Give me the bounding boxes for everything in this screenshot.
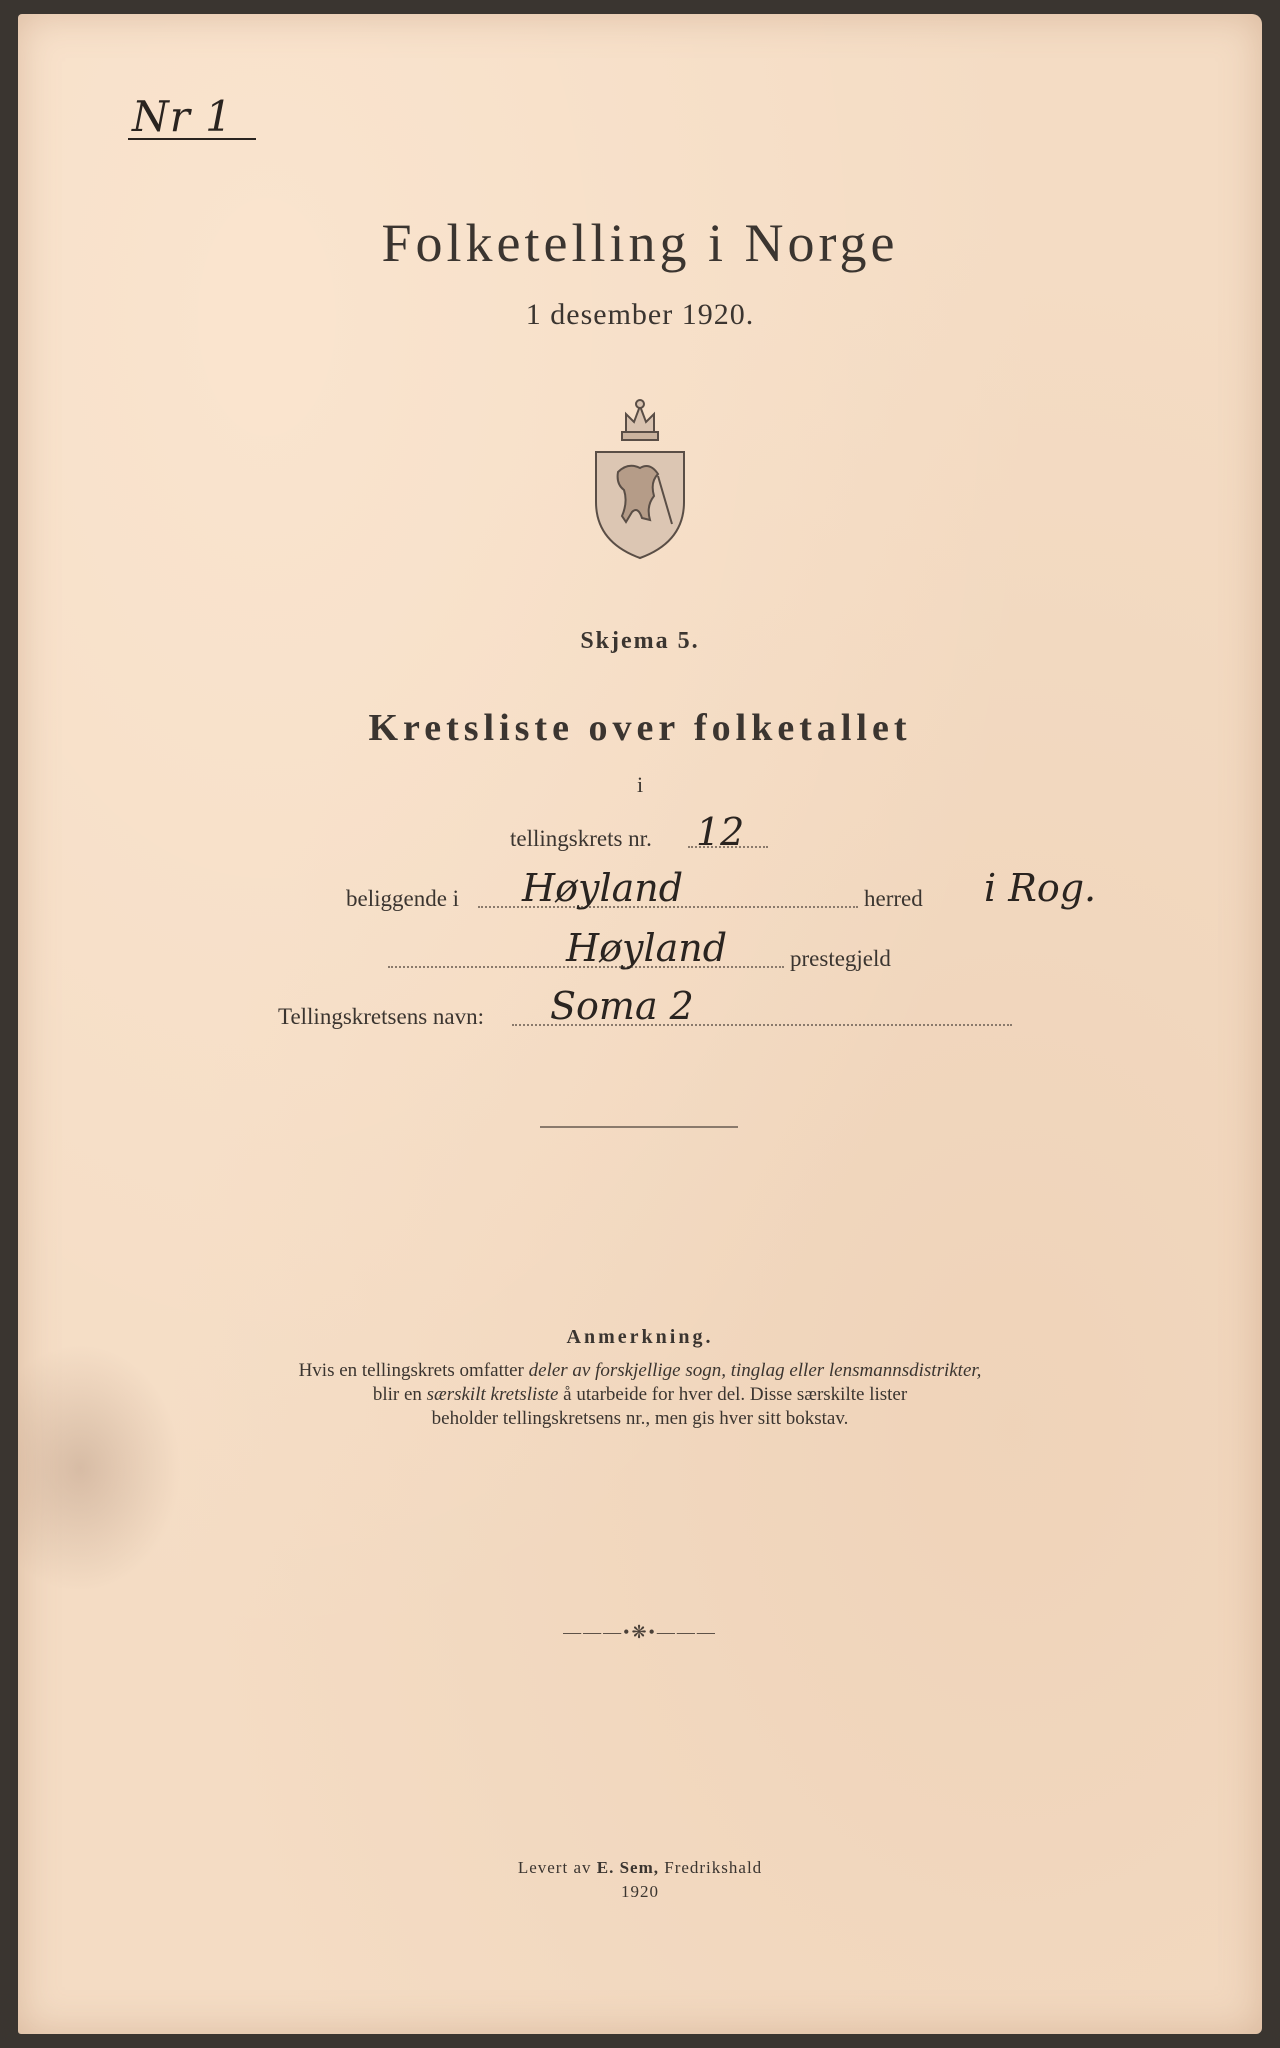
- schema-number: Skjema 5.: [580, 628, 700, 654]
- printer-year: 1920: [621, 1882, 659, 1901]
- navn-label: Tellingskretsens navn:: [278, 1004, 484, 1029]
- beliggende-label: beliggende i: [346, 886, 460, 911]
- printer-credit: Levert av E. Sem, Fredrikshald: [517, 1858, 763, 1877]
- note-line-2: blir en særskilt kretsliste å utarbeide for hver del. Disse særskilte lister: [372, 1384, 908, 1405]
- note-line-3: beholder tellingskretsens nr., men gis hver sitt bokstav.: [431, 1408, 849, 1429]
- section-divider: [540, 1126, 738, 1128]
- beliggende-value: Høyland: [522, 866, 684, 910]
- krets-value: 12: [696, 810, 745, 854]
- herred-value: i Rog.: [984, 866, 1097, 910]
- handwritten-number: Nr 1: [132, 92, 233, 141]
- note-title: Anmerkning.: [566, 1326, 714, 1348]
- connector-word: i: [636, 772, 644, 797]
- herred-label: herred: [864, 886, 923, 911]
- krets-label: tellingskrets nr.: [510, 826, 652, 851]
- prestegjeld-value: Høyland: [566, 926, 728, 970]
- census-date: 1 desember 1920.: [525, 298, 755, 331]
- note-line-1: Hvis en tellingskrets omfatter deler av forskjellige sogn, tinglag eller lensmannsdistrikter,: [298, 1360, 982, 1381]
- ornament-divider: ———•❋•———: [563, 1622, 717, 1642]
- handwritten-underline: [128, 138, 256, 140]
- form-heading: Kretsliste over folketallet: [368, 707, 912, 749]
- navn-value: Soma 2: [550, 984, 694, 1028]
- page-title: Folketelling i Norge: [381, 213, 899, 273]
- prestegjeld-label: prestegjeld: [790, 946, 891, 971]
- norwegian-coat-of-arms-icon: [588, 392, 692, 562]
